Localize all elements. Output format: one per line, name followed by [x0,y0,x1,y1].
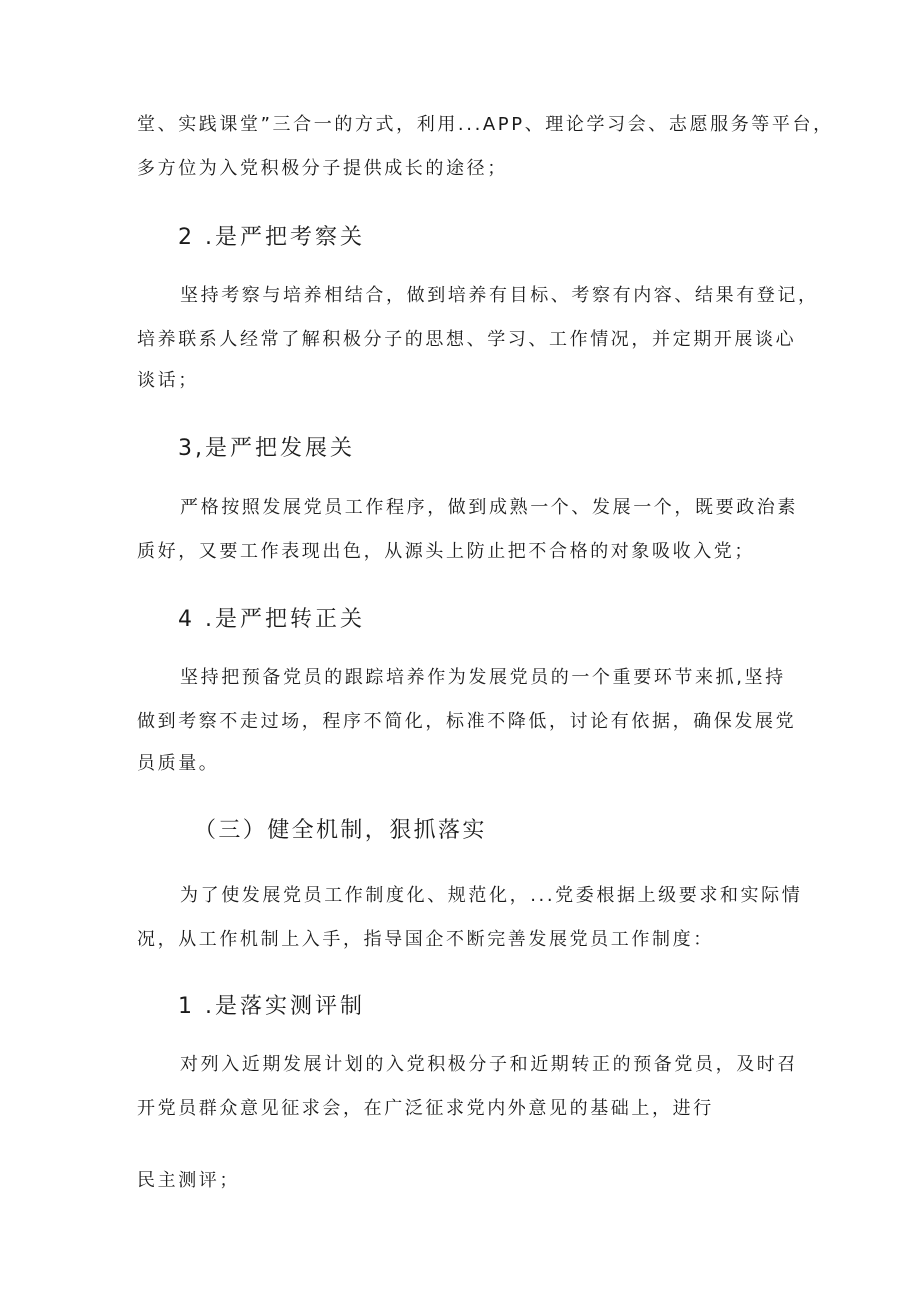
item-3-heading: 3,是严把发展关 [178,436,355,461]
item-2-line-3: 谈话； [137,370,199,391]
item-2-heading: 2 .是严把考察关 [178,225,365,250]
item-2-line-1: 坚持考察与培养相结合，做到培养有目标、考察有内容、结果有登记， [180,285,819,306]
sub-1-heading: 1 .是落实测评制 [178,994,365,1019]
item-3-line-1: 严格按照发展党员工作程序，做到成熟一个、发展一个，既要政治素 [180,497,798,518]
sub-1-line-1: 对列入近期发展计划的入党积极分子和近期转正的预备党员，及时召 [180,1054,798,1075]
item-4-heading: 4 .是严把转正关 [178,607,365,632]
item-4-line-2: 做到考察不走过场，程序不简化，标准不降低，讨论有依据，确保发展党 [137,711,797,732]
item-4-line-3: 员质量。 [137,753,220,774]
section-3-line-1: 为了使发展党员工作制度化、规范化，...党委根据上级要求和实际情 [180,885,803,906]
section-3-line-2: 况，从工作机制上入手，指导国企不断完善发展党员工作制度： [137,929,714,950]
item-2-line-2: 培养联系人经常了解积极分子的思想、学习、工作情况，并定期开展谈心 [137,329,797,350]
item-3-line-2: 质好，又要工作表现出色，从源头上防止把不合格的对象吸收入党； [137,541,755,562]
item-4-line-1: 坚持把预备党员的跟踪培养作为发展党员的一个重要环节来抓,坚持 [180,667,786,688]
section-3-heading: （三）健全机制，狠抓落实 [194,818,487,843]
intro-line-2: 多方位为入党积极分子提供成长的途径； [137,158,508,179]
intro-line-1: 堂、实践课堂”三合一的方式，利用...APP、理论学习会、志愿服务等平台， [137,114,834,135]
sub-1-tail: 民主测评； [137,1170,240,1191]
sub-1-line-2: 开党员群众意见征求会，在广泛征求党内外意见的基础上，进行 [137,1098,714,1119]
